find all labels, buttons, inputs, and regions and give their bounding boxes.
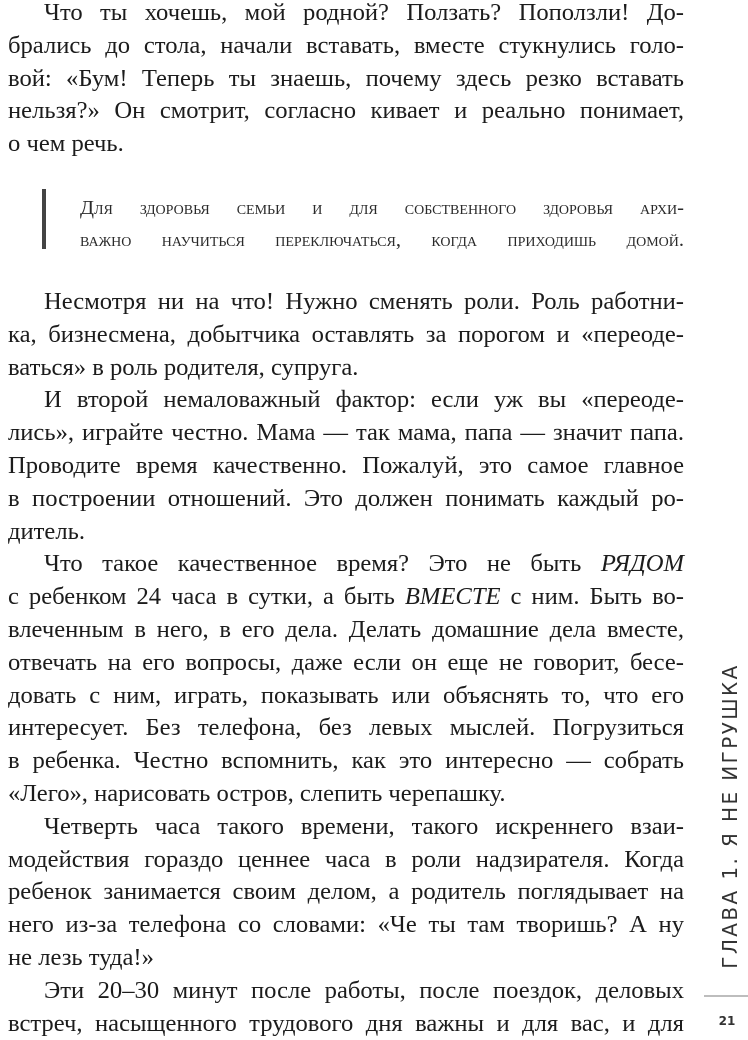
opening-paragraph: [8, 0, 684, 161]
text-line: ваться» в роль родителя, супруга.: [8, 353, 359, 381]
text-line: ка, бизнесмена, добытчика оставлять за порогом и «переоде-: [8, 320, 684, 348]
text-line: брались до стола, начали вставать, вместе стукнулись голо-: [8, 31, 684, 59]
text-line: вой: «Бум! Теперь ты знаешь, почему здесь резко вставать: [8, 64, 684, 92]
text-line: [8, 548, 684, 581]
text-line: Четверть часа такого времени, такого искреннего взаи-: [44, 812, 684, 840]
text-line: Эти 20–30 минут после работы, после поездок, деловых: [44, 976, 684, 1004]
text-line: в ребенка. Честно вспомнить, как это интересно — собрать: [8, 747, 684, 775]
text-run: Что такое качественное время? Это не быть: [44, 550, 601, 578]
sidebar-divider: [704, 995, 748, 997]
quote-line: Для здоровья семьи и для собственного здоровья архи-: [80, 197, 684, 219]
text-line: влеченным в него, в его дела. Делать домашние дела вместе,: [8, 615, 684, 643]
text-line: ребенок занимается своим делом, а родитель поглядывает на: [8, 878, 684, 906]
text-line: нельзя?» Он смотрит, согласно кивает и реально понимает,: [8, 97, 684, 125]
text-line: довать с ним, играть, показывать или объяснять то, что его: [8, 681, 684, 709]
emphasis-vmeste: ВМЕСТЕ: [404, 583, 501, 611]
text-line: Что ты хочешь, мой родной? Ползать? Поползли! До-: [44, 0, 684, 26]
text-line: отвечать на его вопросы, даже если он еще не говорит, бесе-: [8, 648, 684, 676]
chapter-title: ГЛАВА 1. Я НЕ ИГРУШКА: [718, 663, 742, 969]
text-line: Несмотря ни на что! Нужно сменять роли. Роль работни-: [44, 288, 684, 315]
text-line: о чем речь.: [8, 130, 124, 158]
pull-quote: [42, 189, 684, 249]
quote-line: важно научиться переключаться, когда приходишь домой.: [80, 229, 684, 251]
text-line: в построении отношений. Это должен понимать каждый ро-: [8, 484, 684, 512]
text-line: И второй немаловажный фактор: если уж вы «переоде-: [44, 386, 684, 414]
chapter-sidebar: [711, 656, 748, 976]
text-line: дитель.: [8, 517, 85, 545]
text-run: с ребенком 24 часа в сутки, а быть: [8, 583, 405, 611]
text-line: встреч, насыщенного трудового дня важны и для вас, и для: [8, 1009, 684, 1037]
pull-quote-text: [80, 192, 684, 256]
text-line: него из-за телефона со словами: «Че ты там творишь? А ну: [8, 911, 684, 939]
text-line: интересует. Без телефона, без левых мыслей. Погрузиться: [8, 714, 684, 742]
text-line: не лезь туда!»: [8, 943, 154, 971]
text-line: лись», играйте честно. Мама — так мама, папа — значит папа.: [8, 419, 684, 447]
body-text: [8, 286, 684, 1040]
emphasis-ryadom: РЯДОМ: [600, 550, 684, 578]
text-line: модействия гораздо ценнее часа в роли надзирателя. Когда: [8, 845, 684, 873]
text-line: «Лего», нарисовать остров, слепить черепашку.: [8, 779, 506, 807]
page-number: 21: [718, 1014, 736, 1028]
text-line: Проводите время качественно. Пожалуй, это самое главное: [8, 451, 684, 479]
text-line: [8, 581, 684, 614]
text-run: с ним. Быть во-: [500, 583, 685, 611]
